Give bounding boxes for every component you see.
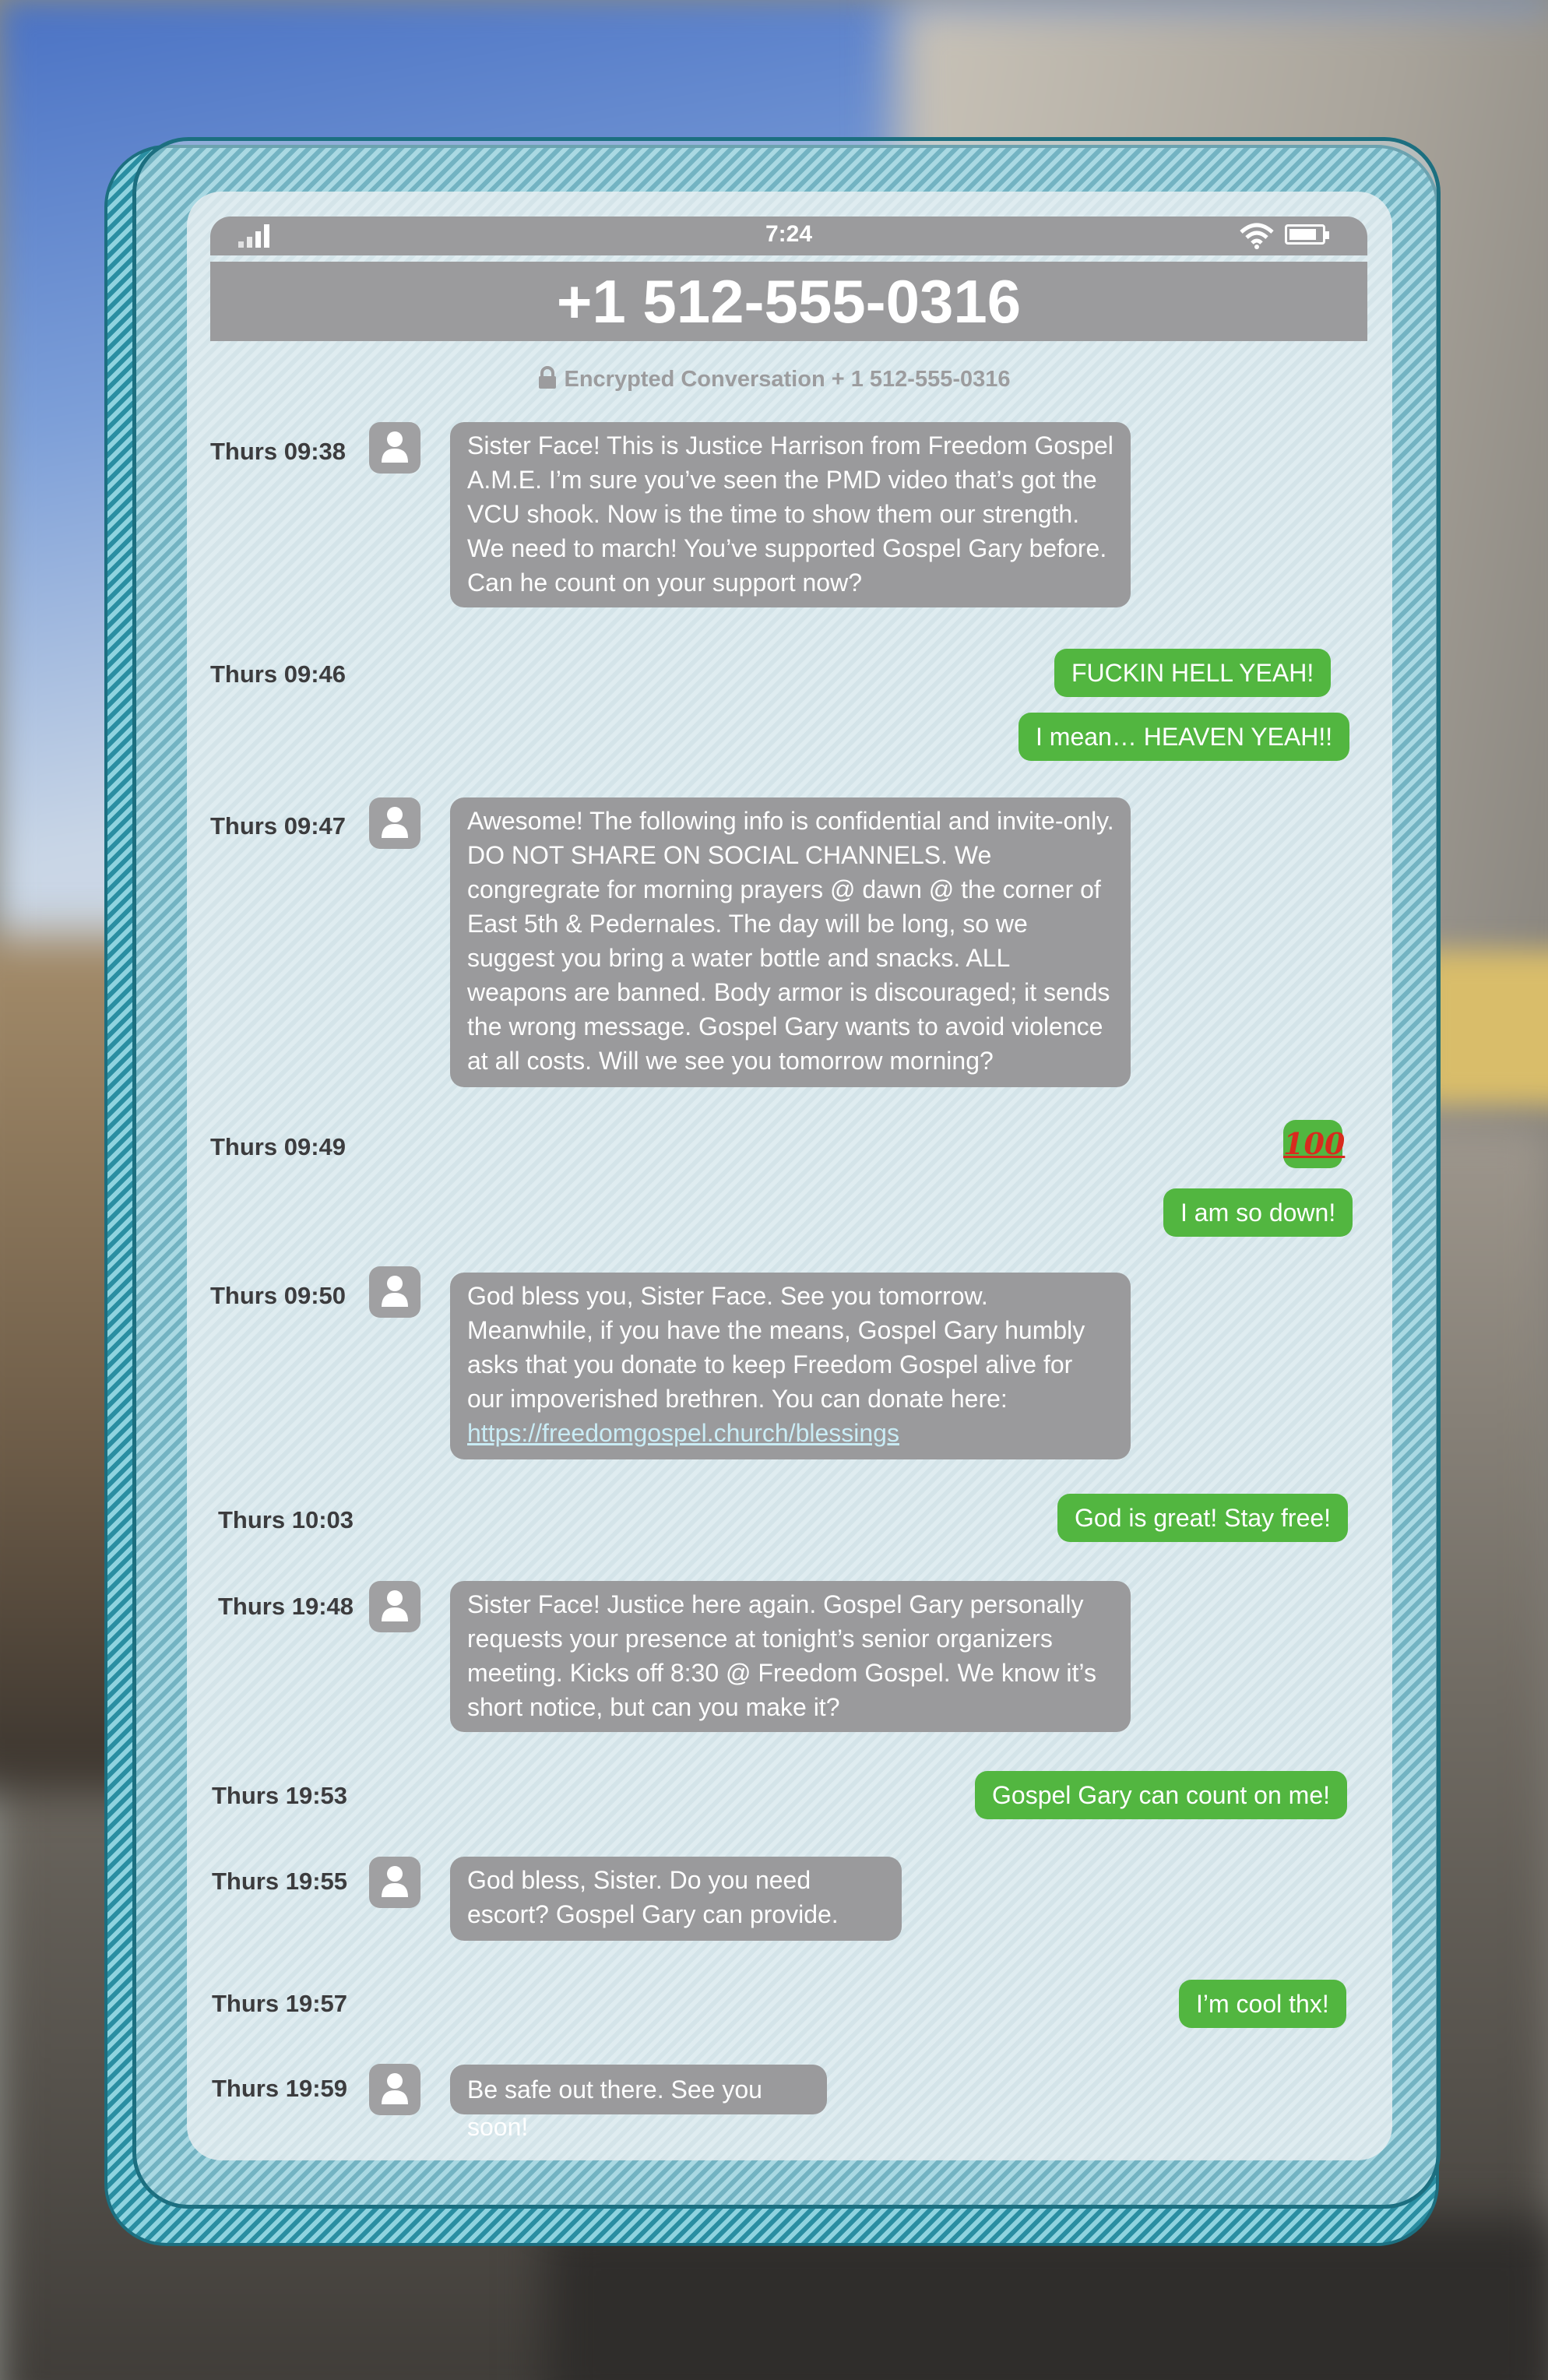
person-icon [369, 1581, 420, 1632]
status-bar [210, 217, 1367, 255]
message-timestamp: Thurs 09:49 [210, 1133, 347, 1160]
contact-title: +1 512-555-0316 [210, 262, 1367, 341]
donation-link[interactable]: https://freedomgospel.church/blessings [467, 1419, 899, 1447]
incoming-message[interactable]: Awesome! The following info is confidential and invite-only. DO NOT SHARE ON SOCIAL CHANNELS. We congregrate for morning prayers @ dawn @ the corner of East 5th & Pedernales. The day will be long, so we suggest you bring a water bottle and snacks. ALL weapons are banned. Body armor is discouraged; it sends the wrong message. Gospel Gary wants to avoid violence at all costs. Will we see you tomorrow morning? [450, 797, 1131, 1087]
message-timestamp: Thurs 09:50 [210, 1282, 347, 1309]
person-icon [369, 422, 420, 474]
avatar [369, 422, 420, 474]
message-timestamp: Thurs 19:57 [212, 1990, 348, 2017]
lock-icon [537, 366, 558, 389]
avatar [369, 1266, 420, 1318]
message-text: God bless you, Sister Face. See you tomorrow. Meanwhile, if you have the means, Gospel Gary humbly asks that you donate to keep Freedom Gospel alive for our impoverished brethren. You can donate here: [467, 1282, 1085, 1413]
message-timestamp: Thurs 19:59 [212, 2075, 348, 2102]
incoming-message[interactable]: Be safe out there. See you soon! [450, 2065, 827, 2114]
avatar [369, 2064, 420, 2115]
avatar [369, 1857, 420, 1908]
battery-icon [1285, 224, 1325, 245]
message-timestamp: Thurs 09:46 [210, 660, 347, 688]
person-icon [369, 1266, 420, 1318]
message-timestamp: Thurs 09:47 [210, 812, 347, 840]
outgoing-message[interactable]: I mean… HEAVEN YEAH!! [1019, 713, 1349, 761]
outgoing-message[interactable]: Gospel Gary can count on me! [975, 1771, 1347, 1819]
outgoing-message[interactable]: God is great! Stay free! [1057, 1494, 1348, 1542]
incoming-message[interactable] [450, 1273, 1131, 1459]
avatar [369, 797, 420, 849]
incoming-message[interactable]: Sister Face! Justice here again. Gospel Gary personally requests your presence at tonight’s senior organizers meeting. Kicks off 8:30 @ Freedom Gospel. We know it’s short notice, but can you make it? [450, 1581, 1131, 1732]
outgoing-message[interactable]: I’m cool thx! [1179, 1980, 1346, 2028]
message-timestamp: Thurs 10:03 [218, 1506, 354, 1533]
person-icon [369, 2064, 420, 2115]
outgoing-message[interactable]: FUCKIN HELL YEAH! [1054, 649, 1331, 697]
message-timestamp: Thurs 09:38 [210, 438, 347, 465]
person-icon [369, 1857, 420, 1908]
message-timestamp: Thurs 19:53 [212, 1782, 348, 1809]
outgoing-message[interactable]: I am so down! [1163, 1188, 1353, 1237]
person-icon [369, 797, 420, 849]
hundred-points-icon: 100 [1283, 1126, 1346, 1161]
incoming-message[interactable]: Sister Face! This is Justice Harrison from Freedom Gospel A.M.E. I’m sure you’ve seen the PMD video that’s got the VCU shook. Now is the time to show them our strength. We need to march! You’ve supported Gospel Gary before. Can he count on your support now? [450, 422, 1131, 607]
encrypted-label: Encrypted Conversation + 1 512-555-0316 [0, 366, 1548, 393]
incoming-message[interactable]: God bless, Sister. Do you need escort? Gospel Gary can provide. [450, 1857, 902, 1941]
hundred-emoji[interactable] [1283, 1120, 1346, 1168]
status-time: 7:24 [765, 221, 813, 247]
avatar [369, 1581, 420, 1632]
wifi-icon [1240, 223, 1274, 249]
message-timestamp: Thurs 19:55 [212, 1868, 348, 1895]
message-timestamp: Thurs 19:48 [218, 1593, 354, 1620]
